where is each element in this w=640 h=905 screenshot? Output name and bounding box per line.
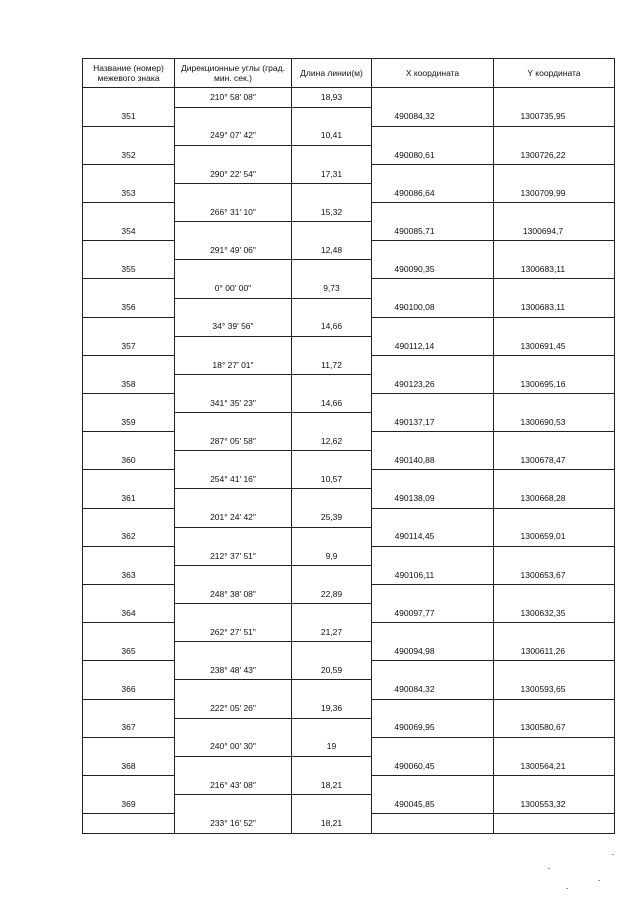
- cell-point-name: [83, 470, 175, 489]
- table-row-point: [83, 489, 615, 508]
- table-row-point: [83, 183, 615, 202]
- table-row-segment: [83, 814, 615, 834]
- cell-line-length: [292, 756, 372, 775]
- cell-direction-angle: 287° 05' 58": [175, 432, 292, 451]
- cell-point-name: 363: [83, 565, 175, 584]
- cell-y-coordinate: 1300709,99: [494, 183, 615, 202]
- cell-point-name: [83, 814, 175, 834]
- cell-point-name: 354: [83, 222, 175, 241]
- cell-x-coordinate: [372, 699, 494, 718]
- cell-point-name: 362: [83, 527, 175, 546]
- cell-direction-angle: [175, 336, 292, 355]
- cell-line-length: 19: [292, 737, 372, 756]
- cell-x-coordinate: 490106,11: [372, 565, 494, 584]
- cell-line-length: 14,66: [292, 317, 372, 336]
- table-row-segment: [83, 164, 615, 183]
- table-row-point: [83, 756, 615, 775]
- cell-line-length: [292, 374, 372, 393]
- cell-y-coordinate: [494, 317, 615, 336]
- cell-x-coordinate: 490084,32: [372, 680, 494, 699]
- cell-y-coordinate: 1300632,35: [494, 604, 615, 623]
- cell-direction-angle: [175, 298, 292, 317]
- cell-point-name: [83, 279, 175, 298]
- cell-direction-angle: [175, 107, 292, 126]
- cell-direction-angle: [175, 565, 292, 584]
- table-row-point: [83, 642, 615, 661]
- cell-line-length: [292, 413, 372, 432]
- cell-x-coordinate: 490084,32: [372, 107, 494, 126]
- cell-direction-angle: 240° 00' 30": [175, 737, 292, 756]
- cell-y-coordinate: 1300726,22: [494, 145, 615, 164]
- cell-y-coordinate: 1300683,11: [494, 298, 615, 317]
- cell-y-coordinate: 1300695,16: [494, 374, 615, 393]
- cell-point-name: [83, 546, 175, 565]
- cell-line-length: [292, 298, 372, 317]
- table-row-point: [83, 718, 615, 737]
- table-row-point: [83, 145, 615, 164]
- table-row-point: [83, 260, 615, 279]
- cell-y-coordinate: 1300553,32: [494, 794, 615, 813]
- cell-point-name: [83, 508, 175, 527]
- cell-point-name: [83, 699, 175, 718]
- cell-direction-angle: 249° 07' 42": [175, 126, 292, 145]
- cell-y-coordinate: [494, 88, 615, 108]
- cell-y-coordinate: 1300694,7: [494, 222, 615, 241]
- table-row-point: [83, 527, 615, 546]
- cell-point-name: 361: [83, 489, 175, 508]
- cell-x-coordinate: [372, 88, 494, 108]
- cell-y-coordinate: [494, 546, 615, 565]
- cell-y-coordinate: 1300691,45: [494, 336, 615, 355]
- cell-y-coordinate: 1300580,67: [494, 718, 615, 737]
- cell-x-coordinate: [372, 814, 494, 834]
- table-row-segment: [83, 546, 615, 565]
- cell-y-coordinate: [494, 126, 615, 145]
- cell-point-name: 369: [83, 794, 175, 813]
- table-row-segment: [83, 661, 615, 680]
- cell-point-name: [83, 775, 175, 794]
- cell-point-name: [83, 584, 175, 603]
- cell-y-coordinate: [494, 623, 615, 642]
- table-body: [83, 88, 615, 834]
- cell-y-coordinate: [494, 508, 615, 527]
- cell-direction-angle: 34° 39' 56": [175, 317, 292, 336]
- table-row-point: [83, 604, 615, 623]
- cell-point-name: [83, 88, 175, 108]
- table-row-segment: [83, 126, 615, 145]
- cell-y-coordinate: 1300659,01: [494, 527, 615, 546]
- cell-point-name: [83, 355, 175, 374]
- cell-y-coordinate: 1300611,26: [494, 642, 615, 661]
- cell-y-coordinate: 1300668,28: [494, 489, 615, 508]
- cell-direction-angle: [175, 374, 292, 393]
- cell-line-length: 9,73: [292, 279, 372, 298]
- table-row-segment: [83, 203, 615, 222]
- table-row-segment: [83, 279, 615, 298]
- cell-point-name: [83, 164, 175, 183]
- cell-x-coordinate: 490138,09: [372, 489, 494, 508]
- cell-x-coordinate: [372, 241, 494, 260]
- table-row-segment: [83, 470, 615, 489]
- cell-direction-angle: 212° 37' 51": [175, 546, 292, 565]
- cell-line-length: [292, 451, 372, 470]
- cell-point-name: 359: [83, 413, 175, 432]
- cell-point-name: 360: [83, 451, 175, 470]
- cell-x-coordinate: [372, 394, 494, 413]
- cell-x-coordinate: [372, 432, 494, 451]
- cell-line-length: 19,36: [292, 699, 372, 718]
- cell-line-length: [292, 107, 372, 126]
- cell-x-coordinate: 490045,85: [372, 794, 494, 813]
- cell-line-length: [292, 604, 372, 623]
- cell-direction-angle: 238° 48' 43": [175, 661, 292, 680]
- cell-x-coordinate: 490086,64: [372, 183, 494, 202]
- header-name: Название (номер) межевого знака: [83, 59, 175, 88]
- cell-y-coordinate: 1300593,65: [494, 680, 615, 699]
- cell-point-name: 357: [83, 336, 175, 355]
- cell-x-coordinate: [372, 355, 494, 374]
- cell-line-length: [292, 718, 372, 737]
- cell-line-length: [292, 642, 372, 661]
- cell-point-name: [83, 432, 175, 451]
- cell-x-coordinate: [372, 164, 494, 183]
- table-row-segment: [83, 394, 615, 413]
- cell-direction-angle: [175, 260, 292, 279]
- cell-point-name: 356: [83, 298, 175, 317]
- table-row-segment: [83, 432, 615, 451]
- cell-y-coordinate: [494, 432, 615, 451]
- cell-y-coordinate: 1300678,47: [494, 451, 615, 470]
- cell-y-coordinate: 1300683,11: [494, 260, 615, 279]
- table-row-segment: [83, 699, 615, 718]
- cell-x-coordinate: [372, 546, 494, 565]
- cell-x-coordinate: 490097,77: [372, 604, 494, 623]
- cell-point-name: 353: [83, 183, 175, 202]
- cell-line-length: [292, 565, 372, 584]
- table-row-segment: [83, 775, 615, 794]
- cell-x-coordinate: 490140,88: [372, 451, 494, 470]
- cell-direction-angle: [175, 604, 292, 623]
- cell-line-length: 10,41: [292, 126, 372, 145]
- header-y: Y координата: [494, 59, 615, 88]
- cell-x-coordinate: 490114,45: [372, 527, 494, 546]
- cell-y-coordinate: 1300653,67: [494, 565, 615, 584]
- cell-direction-angle: [175, 413, 292, 432]
- cell-y-coordinate: [494, 470, 615, 489]
- cell-x-coordinate: [372, 203, 494, 222]
- cell-y-coordinate: [494, 584, 615, 603]
- table-header-row: [83, 59, 615, 88]
- cell-point-name: 351: [83, 107, 175, 126]
- table-row-segment: [83, 241, 615, 260]
- cell-x-coordinate: [372, 584, 494, 603]
- table-row-segment: [83, 88, 615, 108]
- table-row-point: [83, 107, 615, 126]
- scan-speck: [566, 888, 568, 889]
- table-row-point: [83, 336, 615, 355]
- table-row-segment: [83, 508, 615, 527]
- cell-line-length: [292, 145, 372, 164]
- cell-x-coordinate: 490100,08: [372, 298, 494, 317]
- cell-direction-angle: [175, 718, 292, 737]
- header-angles: Дирекционные углы (град. мин. сек.): [175, 59, 292, 88]
- cell-x-coordinate: [372, 470, 494, 489]
- cell-line-length: 15,32: [292, 203, 372, 222]
- header-x: X координата: [372, 59, 494, 88]
- cell-y-coordinate: [494, 203, 615, 222]
- cell-line-length: [292, 260, 372, 279]
- cell-direction-angle: [175, 145, 292, 164]
- table-row-segment: [83, 623, 615, 642]
- cell-direction-angle: [175, 642, 292, 661]
- cell-direction-angle: 222° 05' 26": [175, 699, 292, 718]
- cell-point-name: 352: [83, 145, 175, 164]
- scan-speck: [548, 868, 550, 869]
- cell-direction-angle: 233° 16' 52": [175, 814, 292, 834]
- table-row-point: [83, 413, 615, 432]
- cell-y-coordinate: 1300564,21: [494, 756, 615, 775]
- cell-x-coordinate: [372, 126, 494, 145]
- table-row-point: [83, 794, 615, 813]
- cell-line-length: 25,39: [292, 508, 372, 527]
- cell-point-name: [83, 317, 175, 336]
- cell-y-coordinate: [494, 279, 615, 298]
- cell-direction-angle: 262° 27' 51": [175, 623, 292, 642]
- cell-direction-angle: 216° 43' 08": [175, 775, 292, 794]
- cell-direction-angle: 291° 49' 06": [175, 241, 292, 260]
- cell-y-coordinate: [494, 355, 615, 374]
- table-row-segment: [83, 584, 615, 603]
- cell-line-length: [292, 489, 372, 508]
- cell-x-coordinate: [372, 279, 494, 298]
- cell-point-name: 368: [83, 756, 175, 775]
- cell-direction-angle: [175, 527, 292, 546]
- cell-y-coordinate: [494, 164, 615, 183]
- cell-point-name: [83, 623, 175, 642]
- cell-point-name: [83, 394, 175, 413]
- cell-x-coordinate: [372, 775, 494, 794]
- cell-x-coordinate: [372, 661, 494, 680]
- cell-line-length: 12,62: [292, 432, 372, 451]
- cell-x-coordinate: [372, 737, 494, 756]
- cell-line-length: 17,31: [292, 164, 372, 183]
- cell-direction-angle: [175, 680, 292, 699]
- cell-direction-angle: 290° 22' 54": [175, 164, 292, 183]
- cell-point-name: [83, 661, 175, 680]
- table-row-segment: [83, 737, 615, 756]
- scan-speck: [598, 880, 600, 881]
- cell-direction-angle: 201° 24' 42": [175, 508, 292, 527]
- cell-direction-angle: [175, 489, 292, 508]
- cell-x-coordinate: [372, 508, 494, 527]
- cell-x-coordinate: 490085,71: [372, 222, 494, 241]
- cell-line-length: 12,48: [292, 241, 372, 260]
- cell-point-name: 365: [83, 642, 175, 661]
- cell-line-length: [292, 183, 372, 202]
- cell-line-length: 11,72: [292, 355, 372, 374]
- cell-direction-angle: 18° 27' 01": [175, 355, 292, 374]
- cell-point-name: 366: [83, 680, 175, 699]
- cell-direction-angle: 248° 38' 08": [175, 584, 292, 603]
- table-row-point: [83, 222, 615, 241]
- cell-y-coordinate: [494, 737, 615, 756]
- cell-x-coordinate: 490094,98: [372, 642, 494, 661]
- cell-y-coordinate: [494, 814, 615, 834]
- cell-point-name: 364: [83, 604, 175, 623]
- cell-point-name: [83, 737, 175, 756]
- cell-point-name: 367: [83, 718, 175, 737]
- table-row-point: [83, 565, 615, 584]
- cell-line-length: 10,57: [292, 470, 372, 489]
- cell-line-length: [292, 680, 372, 699]
- cell-direction-angle: [175, 222, 292, 241]
- cell-line-length: 20,59: [292, 661, 372, 680]
- cell-point-name: [83, 241, 175, 260]
- cell-direction-angle: 254° 41' 16": [175, 470, 292, 489]
- cell-direction-angle: 210° 58' 08": [175, 88, 292, 108]
- table-row-segment: [83, 317, 615, 336]
- cell-line-length: [292, 222, 372, 241]
- table-row-point: [83, 680, 615, 699]
- cell-y-coordinate: [494, 775, 615, 794]
- cell-point-name: 355: [83, 260, 175, 279]
- cell-x-coordinate: [372, 623, 494, 642]
- cell-line-length: [292, 527, 372, 546]
- boundary-coordinates-table: [82, 58, 615, 834]
- cell-line-length: 21,27: [292, 623, 372, 642]
- cell-direction-angle: [175, 794, 292, 813]
- cell-direction-angle: 0° 00' 00": [175, 279, 292, 298]
- cell-line-length: 18,93: [292, 88, 372, 108]
- cell-y-coordinate: [494, 661, 615, 680]
- table-row-point: [83, 374, 615, 393]
- cell-point-name: [83, 126, 175, 145]
- cell-direction-angle: 341° 35' 23": [175, 394, 292, 413]
- cell-y-coordinate: [494, 241, 615, 260]
- cell-direction-angle: 266° 31' 10": [175, 203, 292, 222]
- table-row-point: [83, 298, 615, 317]
- cell-line-length: [292, 794, 372, 813]
- cell-y-coordinate: 1300690,53: [494, 413, 615, 432]
- cell-x-coordinate: 490123,26: [372, 374, 494, 393]
- cell-direction-angle: [175, 183, 292, 202]
- cell-point-name: 358: [83, 374, 175, 393]
- cell-line-length: [292, 336, 372, 355]
- cell-direction-angle: [175, 451, 292, 470]
- cell-x-coordinate: 490080,61: [372, 145, 494, 164]
- cell-x-coordinate: 490137,17: [372, 413, 494, 432]
- cell-line-length: 18,21: [292, 814, 372, 834]
- cell-x-coordinate: 490060,45: [372, 756, 494, 775]
- cell-line-length: 9,9: [292, 546, 372, 565]
- cell-x-coordinate: [372, 317, 494, 336]
- cell-x-coordinate: 490090,35: [372, 260, 494, 279]
- cell-x-coordinate: 490112,14: [372, 336, 494, 355]
- cell-x-coordinate: 490069,95: [372, 718, 494, 737]
- scan-speck: [612, 854, 614, 855]
- cell-direction-angle: [175, 756, 292, 775]
- table-row-point: [83, 451, 615, 470]
- cell-y-coordinate: [494, 394, 615, 413]
- cell-y-coordinate: 1300735,95: [494, 107, 615, 126]
- cell-point-name: [83, 203, 175, 222]
- cell-line-length: 22,89: [292, 584, 372, 603]
- cell-y-coordinate: [494, 699, 615, 718]
- header-length: Длина линии(м): [292, 59, 372, 88]
- cell-line-length: 18,21: [292, 775, 372, 794]
- table-row-segment: [83, 355, 615, 374]
- cell-line-length: 14,66: [292, 394, 372, 413]
